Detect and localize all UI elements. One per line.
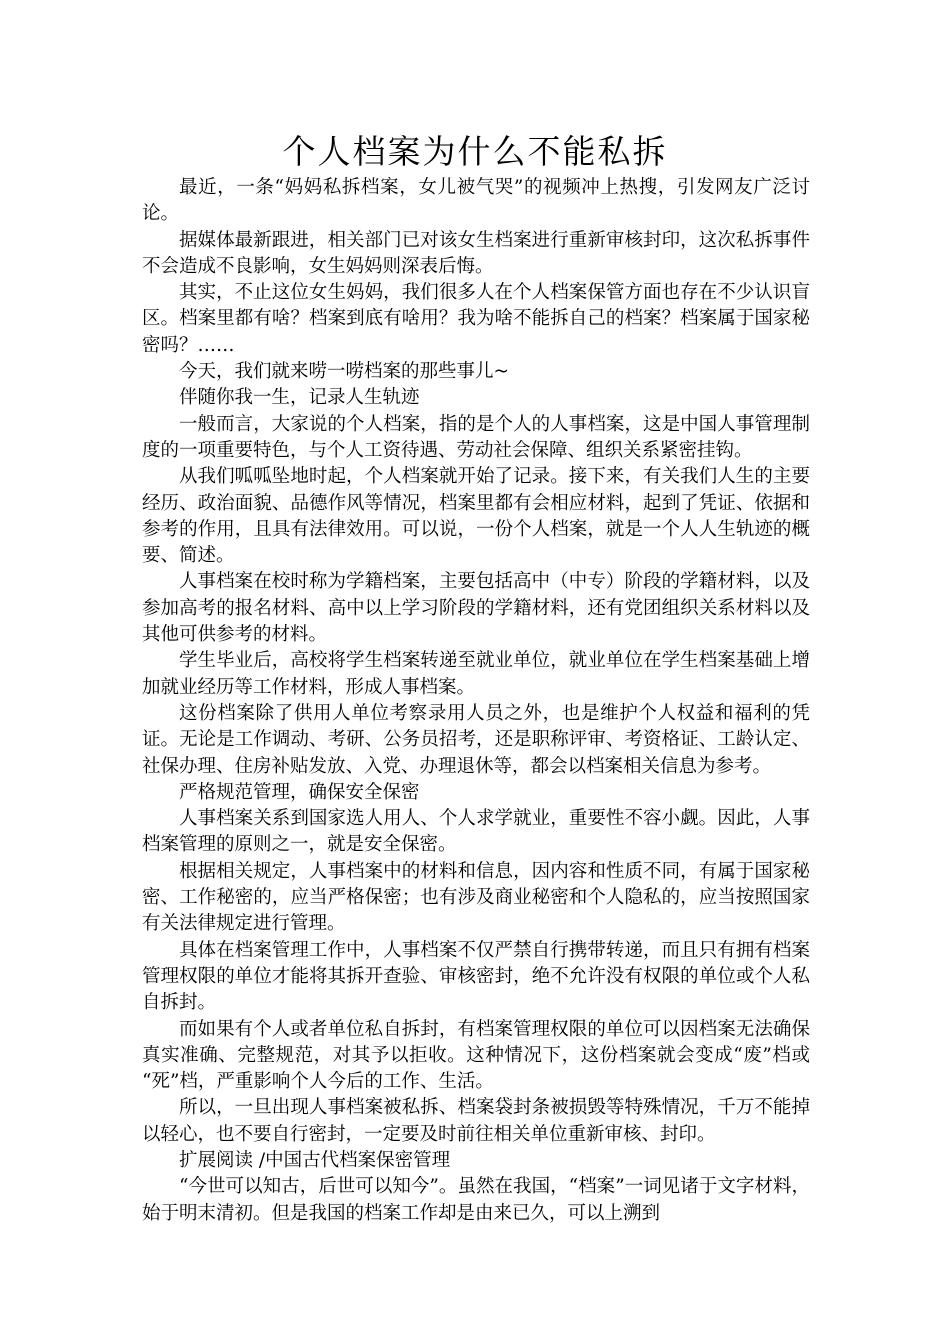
paragraph-unsealing-rules: 具体在档案管理工作中，人事档案不仅严禁自行携带转递，而且只有拥有档案管理权限的单位才能将其拆开查验、审核密封，绝不允许没有权限的单位或个人私自拆封。	[142, 939, 810, 1014]
document-title: 个人档案为什么不能私拆	[282, 132, 668, 171]
paragraph-importance: 人事档案关系到国家选人用人、个人求学就业，重要性不容小觑。因此，人事档案管理的原则之一，就是安全保密。	[142, 808, 810, 856]
paragraph-intro-2: 据媒体最新跟进，相关部门已对该女生档案进行重新审核封印，这次私拆事件不会造成不良影响，女生妈妈则深表后悔。	[142, 229, 810, 277]
section-heading-lifetime-record: 伴随你我一生，记录人生轨迹	[179, 387, 420, 409]
paragraph-regulations: 根据相关规定，人事档案中的材料和信息，因内容和性质不同，有属于国家秘密、工作秘密的，应当严格保密；也有涉及商业秘密和个人隐私的，应当按照国家有关法律规定进行管理。	[142, 860, 810, 935]
paragraph-definition: 一般而言，大家说的个人档案，指的是个人的人事档案，这是中国人事管理制度的一项重要特色，与个人工资待遇、劳动社会保障、组织关系紧密挂钩。	[142, 413, 810, 461]
section-heading-extended-reading: 扩展阅读 /中国古代档案保密管理	[179, 1149, 451, 1171]
paragraph-after-graduation: 学生毕业后，高校将学生档案转递至就业单位，就业单位在学生档案基础上增加就业经历等工作材料，形成人事档案。	[142, 650, 810, 698]
document-body	[142, 175, 810, 1227]
paragraph-school-records: 人事档案在校时称为学籍档案，主要包括高中（中专）阶段的学籍材料，以及参加高考的报名材料、高中以上学习阶段的学籍材料，还有党团组织关系材料以及其他可供参考的材料。	[142, 571, 810, 646]
paragraph-intro-1: 最近，一条“妈妈私拆档案，女儿被气哭”的视频冲上热搜，引发网友广泛讨论。	[142, 177, 810, 225]
section-heading-secure-management: 严格规范管理，确保安全保密	[179, 781, 420, 803]
paragraph-record-start: 从我们呱呱坠地时起，个人档案就开始了记录。接下来，有关我们人生的主要经历、政治面貌、品德作风等情况，档案里都有会相应材料，起到了凭证、依据和参考的作用，且具有法律效用。可以说，一份个人档案，就是一个人人生轨迹的概要、简述。	[142, 466, 810, 567]
paragraph-rights-proof: 这份档案除了供用人单位考察录用人员之外，也是维护个人权益和福利的凭证。无论是工作调动、考研、公务员招考，还是职称评审、考资格证、工龄认定、社保办理、住房补贴发放、入党、办理退休等，都会以档案相关信息为参考。	[142, 702, 810, 777]
paragraph-intro-3: 其实，不止这位女生妈妈，我们很多人在个人档案保管方面也存在不少认识盲区。档案里都有啥？档案到底有啥用？我为啥不能拆自己的档案？档案属于国家秘密吗？……	[142, 282, 810, 356]
paragraph-rejection: 而如果有个人或者单位私自拆封，有档案管理权限的单位可以因档案无法确保真实准确、完整规范，对其予以拒收。这种情况下，这份档案就会变成“废”档或 “死”档，严重影响个人今后的工作、生活。	[142, 1018, 810, 1093]
paragraph-intro-4: 今天，我们就来唠一唠档案的那些事儿~	[179, 361, 510, 383]
paragraph-advice: 所以，一旦出现人事档案被私拆、档案袋封条被损毁等特殊情况，千万不能掉以轻心，也不要自行密封，一定要及时前往相关单位重新审核、封印。	[142, 1097, 810, 1145]
paragraph-history: “今世可以知古，后世可以知今”。虽然在我国，“档案”一词见诸于文字材料，始于明末清初。但是我国的档案工作却是由来已久，可以上溯到	[142, 1176, 810, 1224]
